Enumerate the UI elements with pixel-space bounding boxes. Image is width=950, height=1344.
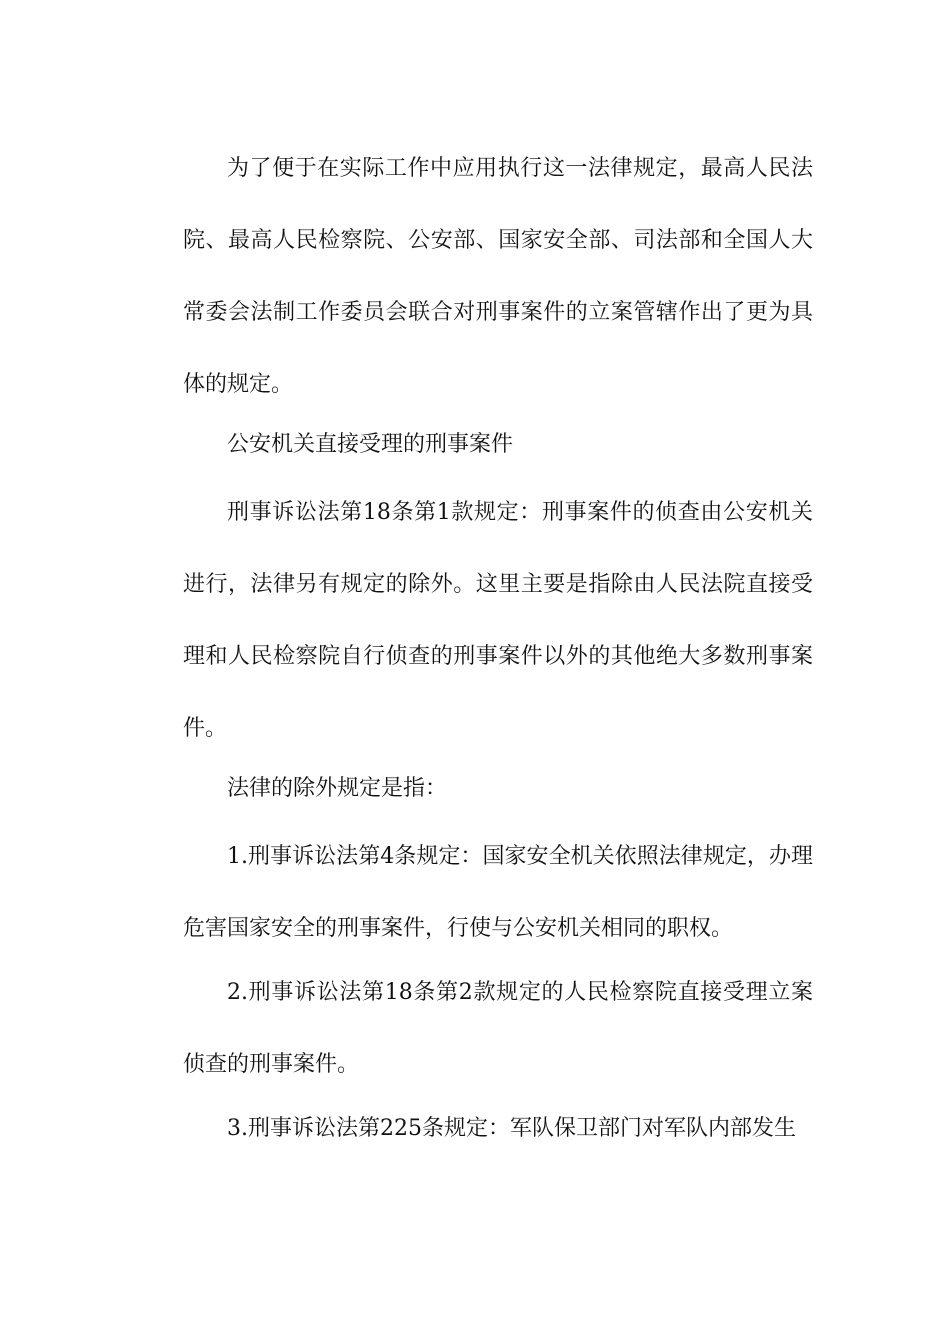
paragraph-exception-2: 2.刑事诉讼法第18条第2款规定的人民检察院直接受理立案侦查的刑事案件。	[183, 980, 813, 1077]
paragraph-exception-3: 3.刑事诉讼法第225条规定：军队保卫部门对军队内部发生	[227, 1116, 796, 1141]
paragraph-article-18-clause-1: 刑事诉讼法第18条第1款规定：刑事案件的侦查由公安机关进行，法律另有规定的除外。这里主要是指除由人民法院直接受理和人民检察院自行侦查的刑事案件以外的其他绝大多数刑事案件。	[183, 500, 813, 741]
paragraph-exceptions-intro: 法律的除外规定是指：	[227, 776, 448, 801]
paragraph-exception-1: 1.刑事诉讼法第4条规定：国家安全机关依照法律规定，办理危害国家安全的刑事案件，行使与公安机关相同的职权。	[183, 844, 813, 941]
document-body	[183, 133, 813, 1157]
paragraph-unified-provisions: 为了便于在实际工作中应用执行这一法律规定，最高人民法院、最高人民检察院、公安部、国家安全部、司法部和全国人大常委会法制工作委员会联合对刑事案件的立案管辖作出了更为具体的规定。	[183, 156, 813, 397]
paragraph-section-heading: 公安机关直接受理的刑事案件	[227, 432, 514, 457]
